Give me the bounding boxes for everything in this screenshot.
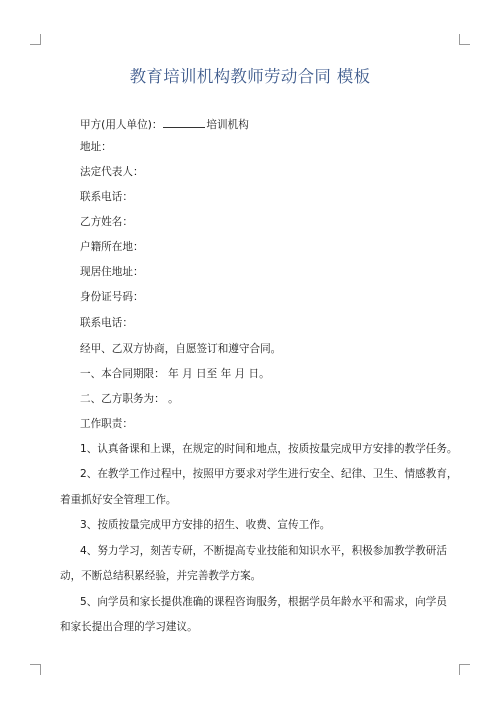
party-a-name: 培训机构 <box>206 119 249 131</box>
duty-4-line-2: 动，不断总结积累经验，并完善教学方案。 <box>60 570 262 582</box>
duty-3-line: 3、按质按量完成甲方安排的招生、收费、宣传工作。 <box>80 519 331 531</box>
page-corner-mark-top-right <box>459 34 470 45</box>
hukou-line: 户籍所在地： <box>80 241 144 253</box>
phone-a-line: 联系电话： <box>80 191 133 203</box>
duty-2-line-1: 2、在教学工作过程中，按照甲方要求对学生进行安全、纪律、卫生、情感教育， <box>80 468 458 480</box>
id-number-line: 身份证号码： <box>80 291 144 303</box>
party-a-line <box>80 116 249 132</box>
agreement-line: 经甲、乙双方协商，自愿签订和遵守合同。 <box>80 343 282 355</box>
duty-2-line-2: 着重抓好安全管理工作。 <box>60 494 177 506</box>
clause-position-line: 二、乙方职务为： 。 <box>80 393 179 405</box>
address-line: 地址： <box>80 141 112 153</box>
document-title: 教育培训机构教师劳动合同 模板 <box>129 67 371 86</box>
page-corner-mark-bottom-left <box>30 664 41 675</box>
duty-4-line-1: 4、努力学习，刻苦专研，不断提高专业技能和知识水平，积极参加教学教研活 <box>80 545 447 557</box>
clause-term-line: 一、本合同期限： 年 月 日至 年 月 日。 <box>80 368 270 380</box>
party-a-label: 甲方(用人单位)： <box>80 119 163 131</box>
legal-rep-line: 法定代表人： <box>80 166 144 178</box>
duty-1-line: 1、认真备课和上课，在规定的时间和地点，按质按量完成甲方安排的教学任务。 <box>80 443 458 455</box>
duty-5-line-2: 和家长提出合理的学习建议。 <box>60 621 198 633</box>
duties-heading: 工作职责： <box>80 418 133 430</box>
page-corner-mark-top-left <box>30 34 41 45</box>
page-corner-mark-bottom-right <box>459 664 470 675</box>
phone-b-line: 联系电话： <box>80 317 133 329</box>
party-a-blank <box>163 116 205 128</box>
duty-5-line-1: 5、向学员和家长提供准确的课程咨询服务，根据学员年龄水平和需求，向学员 <box>80 596 447 608</box>
current-address-line: 现居住地址： <box>80 266 144 278</box>
party-b-name-line: 乙方姓名： <box>80 216 133 228</box>
